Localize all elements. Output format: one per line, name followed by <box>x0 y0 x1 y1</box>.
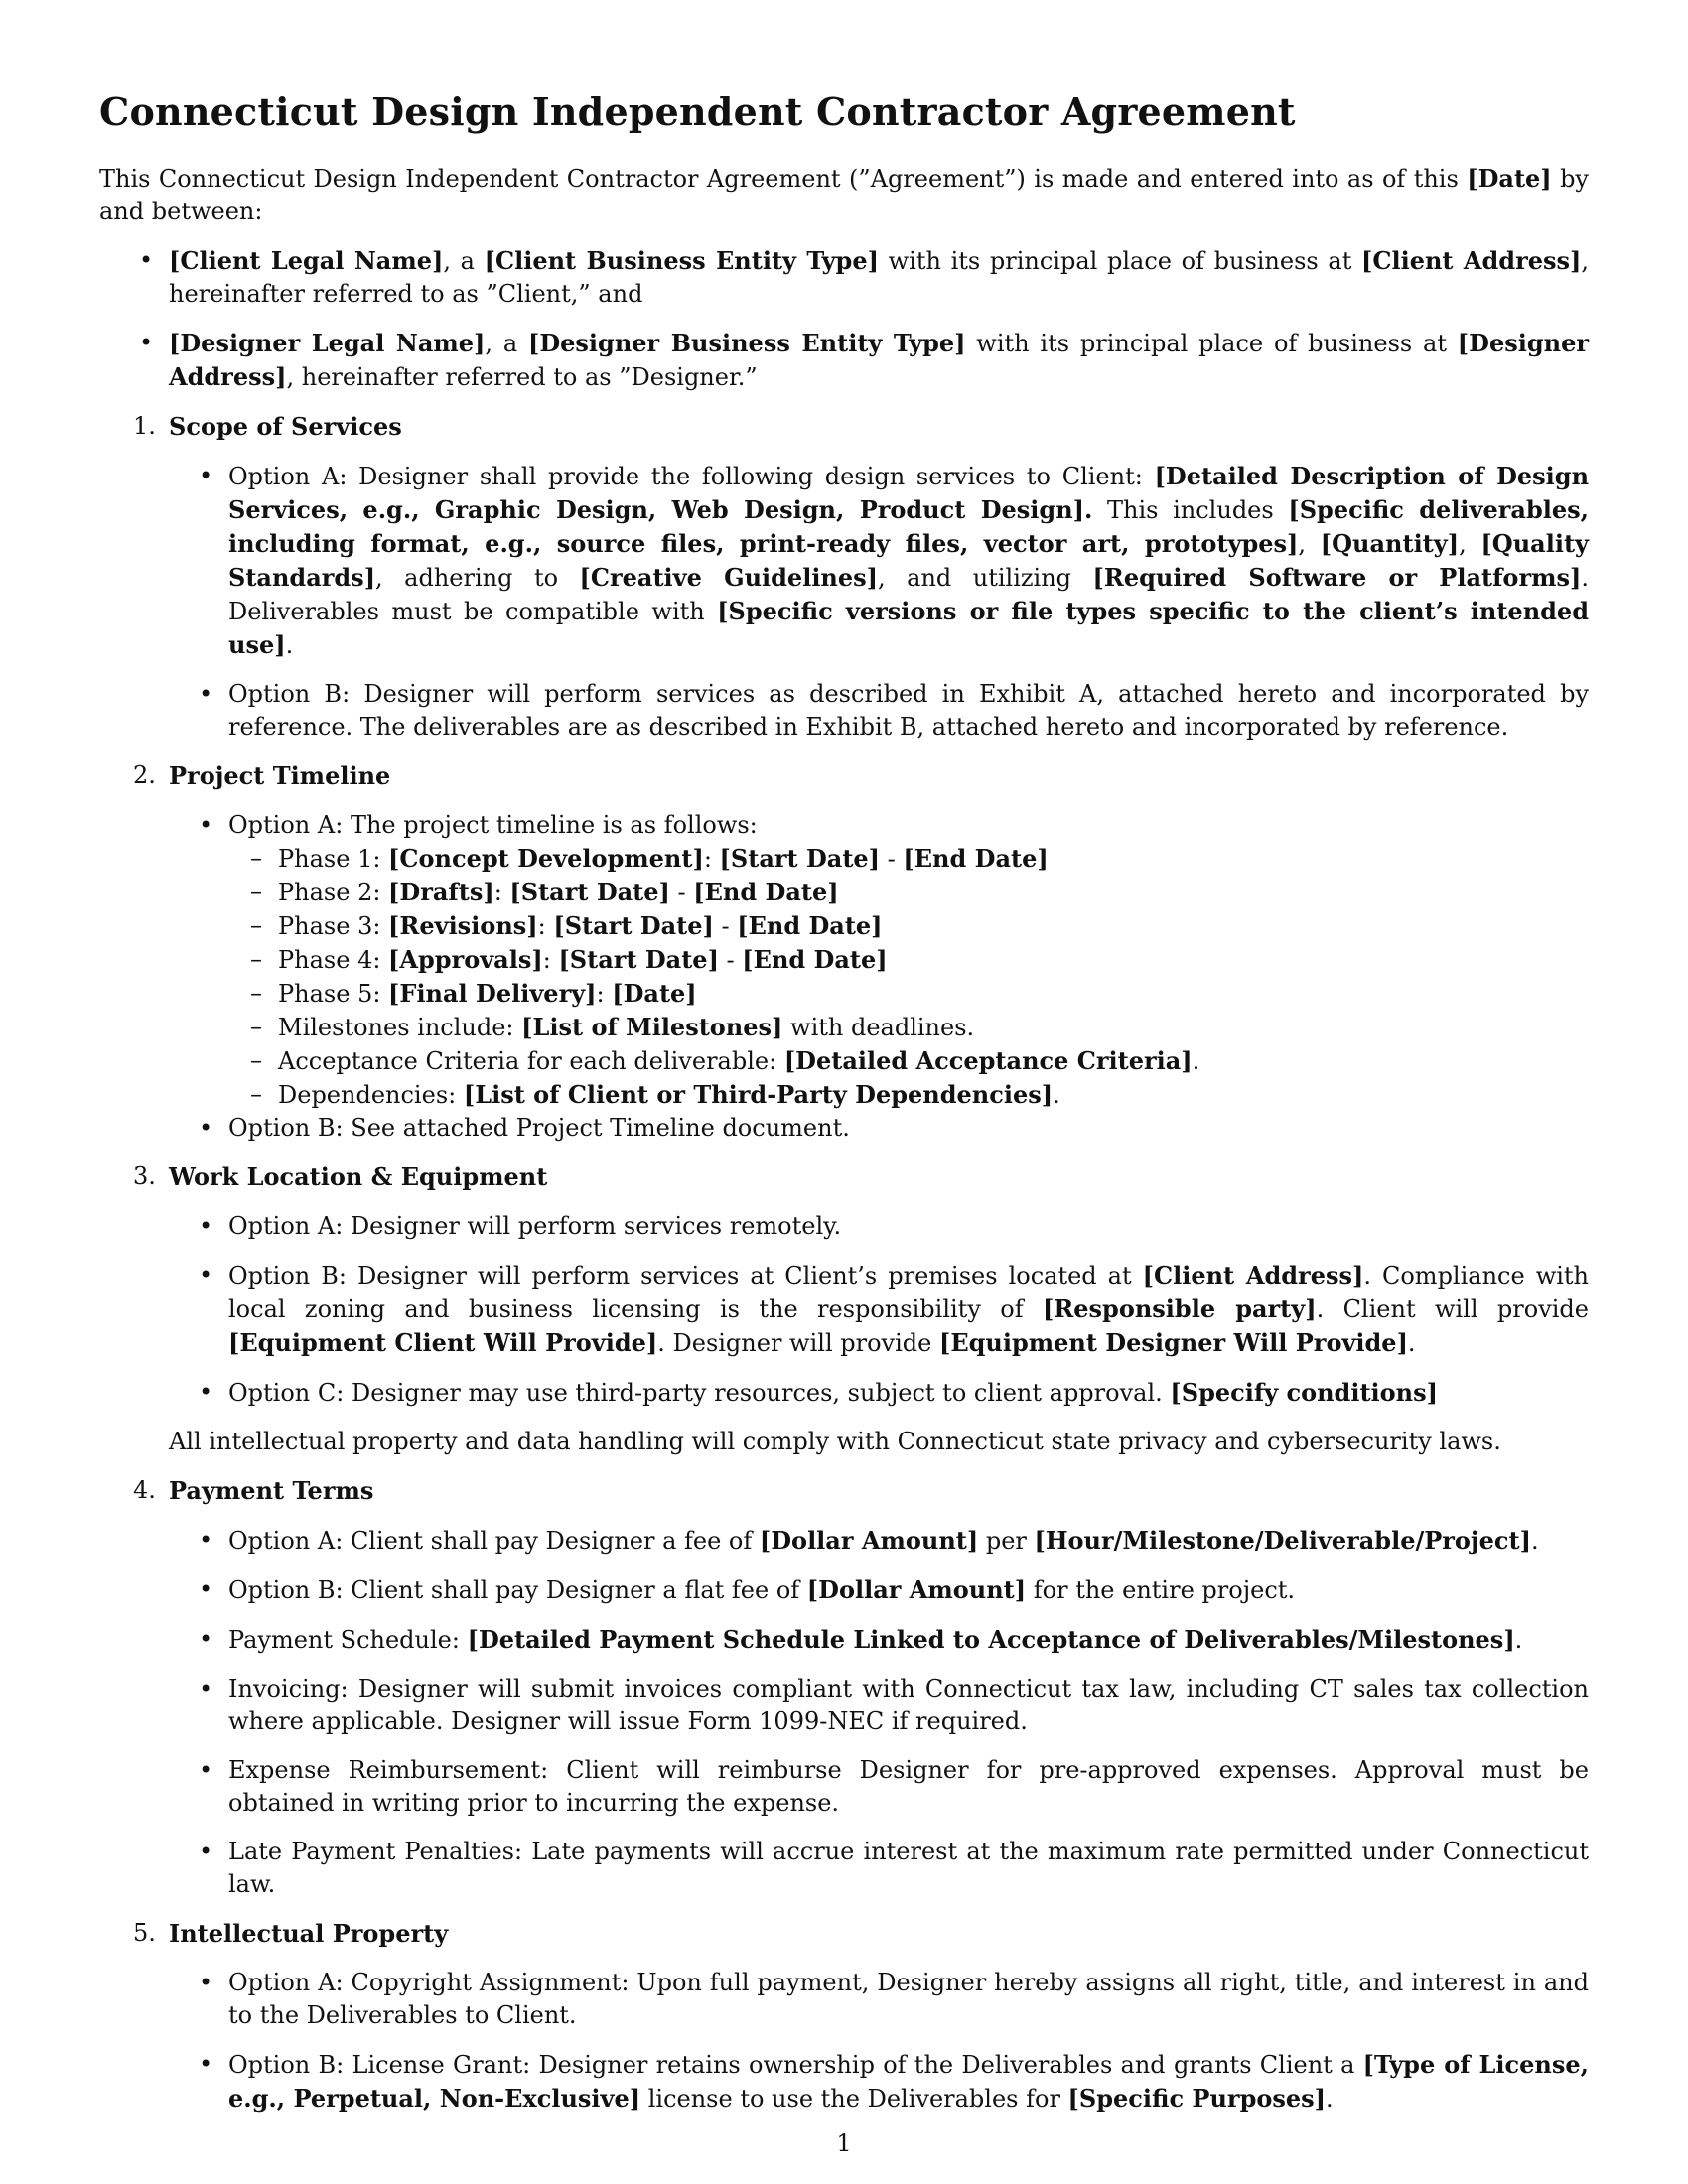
option-text: Option B: Designer will perform services at Client’s premises located at <box>228 1262 1143 1290</box>
payment-schedule <box>99 1623 1589 1657</box>
option-a <box>99 460 1589 662</box>
option-text: , and utilizing <box>878 564 1093 592</box>
client-name-placeholder: [Client Legal Name] <box>169 246 444 275</box>
option-text: . Deliverables must be compatible with <box>228 564 1589 625</box>
placeholder: [Dollar Amount] <box>759 1526 979 1555</box>
intro-text-end: by and between: <box>99 165 1589 225</box>
option-a: • Option A: Designer will perform services remotely. <box>99 1210 1589 1243</box>
section-payment-terms <box>99 1474 1589 1901</box>
section-number: 1. <box>133 412 156 440</box>
designer-address-placeholder: [Designer Address] <box>169 329 1589 391</box>
section-intellectual-property <box>99 1917 1589 2116</box>
party-text: , hereinafter referred to as ”Designer.” <box>286 363 758 391</box>
options-list <box>99 1967 1589 2116</box>
intro-paragraph <box>99 162 1589 228</box>
acceptance-item <box>228 1044 1589 1078</box>
item-text: Dependencies: <box>278 1081 464 1109</box>
phase-item <box>228 909 1589 943</box>
option-text: . <box>1407 1329 1416 1357</box>
option-text: Payment Schedule: <box>228 1626 468 1654</box>
section-number: 5. <box>133 1919 156 1947</box>
designer-entity-placeholder: [Designer Business Entity Type] <box>527 329 966 357</box>
placeholder: [Client Address] <box>1142 1261 1364 1290</box>
option-b <box>99 1573 1589 1607</box>
section-work-location <box>99 1160 1589 1458</box>
section-number: 3. <box>133 1162 156 1190</box>
document-title: Connecticut Design Independent Contractor Agreement <box>99 89 1296 134</box>
phase-label: Phase 5: <box>278 980 389 1008</box>
item-text: Milestones include: <box>278 1014 522 1041</box>
section-heading <box>99 1917 1589 1951</box>
options-list <box>99 460 1589 744</box>
option-c <box>99 1376 1589 1410</box>
option-text: Option B: License Grant: Designer retains ownership of the Deliverables and grants Client a <box>228 2051 1363 2079</box>
option-b: • Option B: See attached Project Timeline document. <box>99 1112 1589 1145</box>
options-list <box>99 1524 1589 1901</box>
section-title: Intellectual Property <box>169 1919 449 1948</box>
option-b <box>99 2048 1589 2116</box>
placeholder: [Start Date] <box>719 844 881 873</box>
separator: : <box>542 946 559 974</box>
separator: : <box>493 879 510 906</box>
page-number: 1 <box>836 2129 852 2157</box>
placeholder: [Concept Development] <box>388 844 704 873</box>
placeholder: [Creative Guidelines] <box>579 563 879 592</box>
option-text: Option A: Designer shall provide the following design services to Client: <box>228 463 1155 490</box>
section-number: 4. <box>133 1476 156 1504</box>
separator: - <box>713 912 738 940</box>
placeholder: [Specify conditions] <box>1170 1378 1438 1407</box>
separator: : <box>537 912 554 940</box>
option-text: . <box>1514 1626 1523 1654</box>
options-list <box>99 809 1589 1145</box>
placeholder: [Start Date] <box>558 945 719 974</box>
option-text: , adhering to <box>375 564 580 592</box>
placeholder: [Revisions] <box>388 911 538 940</box>
placeholder: [Detailed Description of Design Services, e.g., Graphic Design, Web Design, Product Design]. <box>228 462 1590 524</box>
separator: : <box>703 845 720 873</box>
client-entity-placeholder: [Client Business Entity Type] <box>484 246 879 275</box>
intro-text: This Connecticut Design Independent Contractor Agreement (”Agreement”) is made and entered into as of this <box>99 165 1468 193</box>
placeholder: [Equipment Client Will Provide] <box>228 1328 658 1357</box>
placeholder: [Type of License, e.g., Perpetual, Non-Exclusive] <box>228 2050 1589 2113</box>
client-address-placeholder: [Client Address] <box>1361 246 1582 275</box>
placeholder: [Specific deliverables, including format, e.g., source files, print-ready files, vector art, prototypes] <box>228 495 1589 558</box>
phase-label: Phase 2: <box>278 879 389 906</box>
section-number: 2. <box>133 761 156 789</box>
placeholder: [Specific Purposes] <box>1067 2084 1327 2113</box>
placeholder: [Dollar Amount] <box>806 1575 1027 1604</box>
option-text: • Option A: The project timeline is as follows: <box>228 811 758 839</box>
option-b <box>99 1259 1589 1360</box>
party-designer <box>99 327 1589 394</box>
party-text: , a <box>443 247 485 275</box>
document-page <box>99 89 1589 2131</box>
placeholder: [Quality Standards] <box>228 529 1589 592</box>
placeholder: [Equipment Designer Will Provide] <box>938 1328 1408 1357</box>
option-text: Option B: Client shall pay Designer a flat fee of <box>228 1576 807 1604</box>
options-list <box>99 1210 1589 1410</box>
separator: - <box>880 845 904 873</box>
phase-item <box>228 943 1589 977</box>
option-a <box>99 1524 1589 1558</box>
section-heading <box>99 1160 1589 1194</box>
section-title: Payment Terms <box>169 1476 374 1505</box>
separator: - <box>669 879 694 906</box>
option-text: , <box>1298 530 1321 558</box>
milestones-item <box>228 1011 1589 1044</box>
compliance-note: All intellectual property and data handling will comply with Connecticut state privacy and cybersecurity laws. <box>169 1428 1501 1455</box>
placeholder: [List of Milestones] <box>521 1013 783 1041</box>
party-text: , a <box>485 330 528 357</box>
placeholder: [Date] <box>612 979 697 1008</box>
section-heading <box>99 410 1589 444</box>
phase-label: Phase 3: <box>278 912 389 940</box>
separator: - <box>718 946 743 974</box>
separator: : <box>596 980 613 1008</box>
option-text: This includes <box>1092 496 1289 524</box>
placeholder: [End Date] <box>737 911 883 940</box>
section-project-timeline <box>99 759 1589 1145</box>
option-text: . <box>1530 1527 1539 1555</box>
party-text: , hereinafter referred to as ”Client,” and <box>169 247 1589 308</box>
placeholder: [Approvals] <box>388 945 543 974</box>
parties-list <box>99 244 1589 394</box>
placeholder: [Start Date] <box>509 878 670 906</box>
section-title: Project Timeline <box>169 761 391 790</box>
dependencies-item <box>228 1078 1589 1112</box>
expense-reimbursement: • Expense Reimbursement: Client will reimburse Designer for pre-approved expenses. Approval must be obtained in writing prior to incurring the expense. <box>99 1754 1589 1820</box>
option-text: . <box>285 631 294 659</box>
section-title: Scope of Services <box>169 412 402 441</box>
option-text: per <box>978 1527 1035 1555</box>
item-text: with deadlines. <box>782 1014 975 1041</box>
placeholder: [Final Delivery] <box>388 979 597 1008</box>
placeholder: [Hour/Milestone/Deliverable/Project] <box>1034 1526 1531 1555</box>
option-text: license to use the Deliverables for <box>640 2085 1068 2113</box>
item-text: . <box>1053 1081 1060 1109</box>
invoicing: • Invoicing: Designer will submit invoices compliant with Connecticut tax law, including CT sales tax collection where applicable. Designer will issue Form 1099-NEC if required. <box>99 1673 1589 1738</box>
date-placeholder: [Date] <box>1467 164 1552 193</box>
option-text: . Compliance with local zoning and business licensing is the responsibility of <box>228 1262 1590 1323</box>
late-payment-penalties: • Late Payment Penalties: Late payments will accrue interest at the maximum rate permitted under Connecticut law. <box>99 1836 1589 1901</box>
placeholder: [Detailed Acceptance Criteria] <box>783 1046 1193 1075</box>
placeholder: [Start Date] <box>553 911 714 940</box>
option-text: . Designer will provide <box>657 1329 939 1357</box>
section-scope-of-services <box>99 410 1589 744</box>
placeholder: [Specific versions or file types specific to the client’s intended use] <box>228 597 1589 659</box>
item-text: . <box>1192 1047 1200 1075</box>
option-text: Option A: Client shall pay Designer a fee of <box>228 1527 760 1555</box>
option-text: . <box>1326 2085 1334 2113</box>
option-text: . Client will provide <box>1316 1296 1589 1323</box>
phase-label: Phase 4: <box>278 946 389 974</box>
section-heading <box>99 759 1589 793</box>
phase-item <box>228 842 1589 876</box>
placeholder: [End Date] <box>693 878 839 906</box>
phase-label: Phase 1: <box>278 845 389 873</box>
option-a: • Option A: Copyright Assignment: Upon full payment, Designer hereby assigns all right, title, and interest in and to the Deliverables to Client. <box>99 1967 1589 2032</box>
party-text: with its principal place of business at <box>965 330 1458 357</box>
section-title: Work Location & Equipment <box>169 1162 548 1191</box>
party-text: with its principal place of business at <box>878 247 1361 275</box>
placeholder: [List of Client or Third-Party Dependencies] <box>463 1080 1054 1109</box>
option-b: • Option B: Designer will perform services as described in Exhibit A, attached hereto and incorporated by reference. The deliverables are as described in Exhibit B, attached hereto and incorporated by reference. <box>99 678 1589 744</box>
timeline-list <box>228 842 1589 1112</box>
placeholder: [Drafts] <box>388 878 494 906</box>
phase-item <box>228 876 1589 909</box>
option-text: Option C: Designer may use third-party resources, subject to client approval. <box>228 1379 1171 1407</box>
sections-list <box>99 410 1589 2116</box>
item-text: Acceptance Criteria for each deliverable: <box>278 1047 784 1075</box>
phase-item <box>228 977 1589 1011</box>
designer-name-placeholder: [Designer Legal Name] <box>169 329 486 357</box>
option-text: , <box>1459 530 1481 558</box>
placeholder: [End Date] <box>742 945 888 974</box>
party-client <box>99 244 1589 311</box>
placeholder: [Required Software or Platforms] <box>1092 563 1582 592</box>
placeholder: [End Date] <box>903 844 1049 873</box>
placeholder: [Responsible party] <box>1042 1295 1317 1323</box>
placeholder: [Detailed Payment Schedule Linked to Acceptance of Deliverables/Milestones] <box>467 1625 1515 1654</box>
option-text: for the entire project. <box>1026 1576 1296 1604</box>
option-a <box>99 809 1589 1112</box>
placeholder: [Quantity] <box>1320 529 1460 558</box>
section-heading <box>99 1474 1589 1508</box>
